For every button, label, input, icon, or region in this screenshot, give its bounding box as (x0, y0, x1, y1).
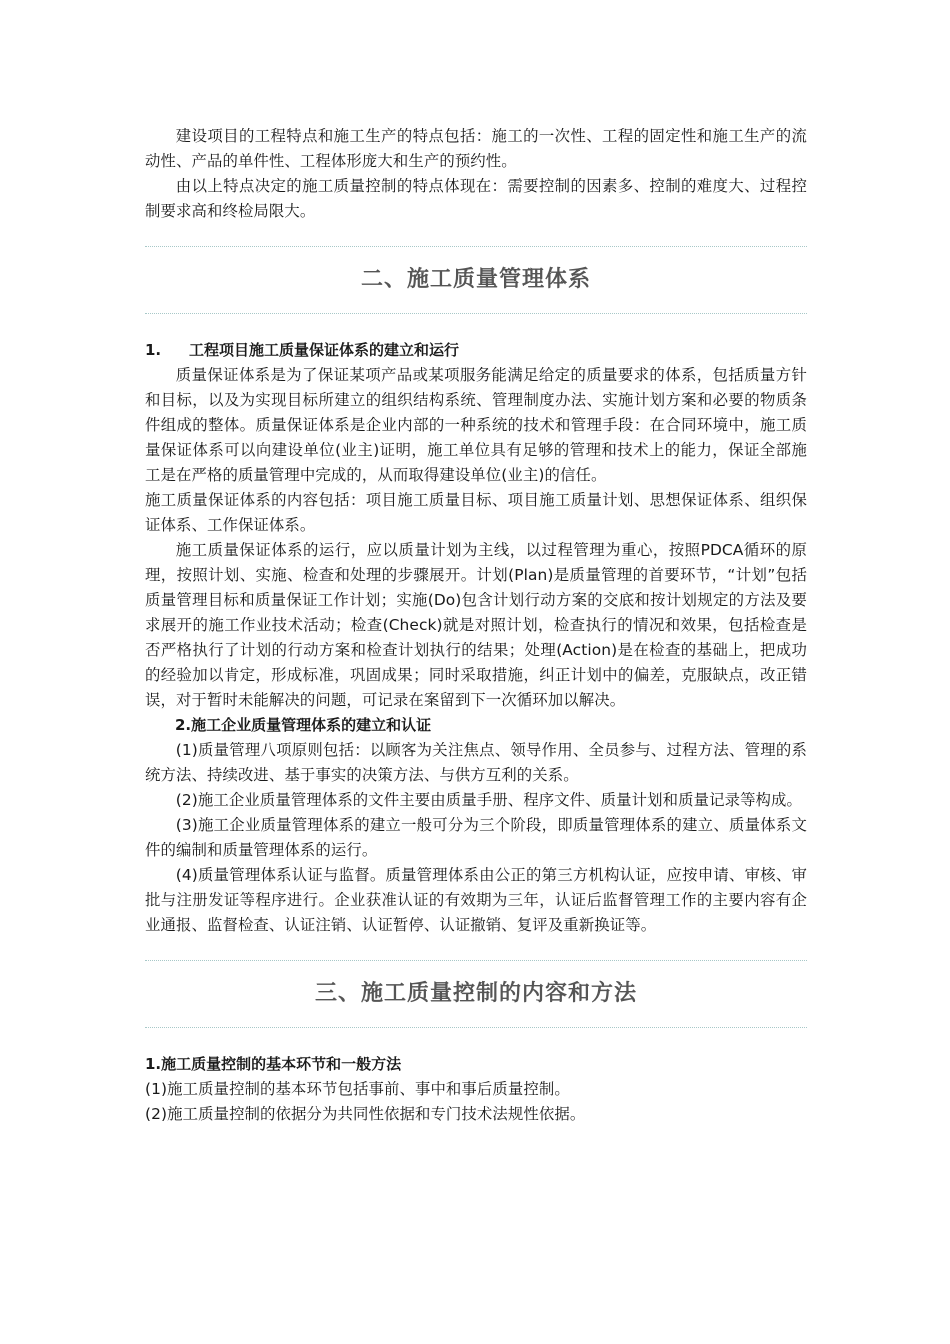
body-paragraph: (1)质量管理八项原则包括：以顾客为关注焦点、领导作用、全员参与、过程方法、管理的系统方法、持续改进、基于事实的决策方法、与供方互利的关系。 (145, 741, 807, 784)
subheading-title: 工程项目施工质量保证体系的建立和运行 (189, 341, 460, 359)
body-paragraph: (2)施工质量控制的依据分为共同性依据和专门技术法规性依据。 (145, 1105, 586, 1123)
document-page (145, 124, 807, 1127)
body-paragraph: 施工质量保证体系的内容包括：项目施工质量目标、项目施工质量计划、思想保证体系、组织保证体系、工作保证体系。 (145, 491, 807, 534)
body-paragraph: (4)质量管理体系认证与监督。质量管理体系由公正的第三方机构认证，应按申请、审核、审批与注册发证等程序进行。企业获准认证的有效期为三年，认证后监督管理工作的主要内容有企业通报、监督检查、认证注销、认证暂停、认证撤销、复评及重新换证等。 (145, 866, 807, 934)
subheading-3-1 (145, 1052, 807, 1077)
subheading-2-2 (145, 713, 807, 738)
subheading-2-1 (145, 338, 807, 363)
subheading-title: 施工企业质量管理体系的建立和认证 (191, 716, 432, 734)
section-title-2: 二、施工质量管理体系 (360, 267, 591, 292)
subheading-title: 施工质量控制的基本环节和一般方法 (161, 1055, 402, 1073)
intro-paragraph-1: 建设项目的工程特点和施工生产的特点包括：施工的一次性、工程的固定性和施工生产的流动性、产品的单件性、工程体形庞大和生产的预约性。 (145, 127, 807, 170)
body-paragraph: 质量保证体系是为了保证某项产品或某项服务能满足给定的质量要求的体系，包括质量方针和目标，以及为实现目标所建立的组织结构系统、管理制度办法、实施计划方案和必要的物质条件组成的整体。质量保证体系是企业内部的一种系统的技术和管理手段：在合同环境中，施工质量保证体系可以向建设单位(业主)证明，施工单位具有足够的管理和技术上的能力，保证全部施工是在严格的质量管理中完成的，从而取得建设单位(业主)的信任。 (145, 366, 807, 484)
section-title-3: 三、施工质量控制的内容和方法 (314, 981, 637, 1006)
body-paragraph: (1)施工质量控制的基本环节包括事前、事中和事后质量控制。 (145, 1080, 570, 1098)
subheading-number: 1. (145, 1055, 162, 1073)
intro-paragraph-2: 由以上特点决定的施工质量控制的特点体现在：需要控制的因素多、控制的难度大、过程控制要求高和终检局限大。 (145, 177, 807, 220)
subheading-number: 2. (175, 716, 192, 734)
body-paragraph: (3)施工企业质量管理体系的建立一般可分为三个阶段，即质量管理体系的建立、质量体系文件的编制和质量管理体系的运行。 (145, 816, 807, 859)
subheading-number: 1. (145, 341, 162, 359)
body-paragraph: 施工质量保证体系的运行，应以质量计划为主线，以过程管理为重心，按照PDCA循环的原理，按照计划、实施、检查和处理的步骤展开。计划(Plan)是质量管理的首要环节，“计划”包括质量管理目标和质量保证工作计划；实施(Do)包含计划行动方案的交底和按计划规定的方法及要求展开的施工作业技术活动；检查(Check)就是对照计划，检查执行的情况和效果，包括检查是否严格执行了计划的行动方案和检查计划执行的结果；处理(Action)是在检查的基础上，把成功的经验加以肯定，形成标准，巩固成果；同时采取措施，纠正计划中的偏差，克服缺点，改正错误，对于暂时未能解决的问题，可记录在案留到下一次循环加以解决。 (145, 541, 807, 709)
body-paragraph: (2)施工企业质量管理体系的文件主要由质量手册、程序文件、质量计划和质量记录等构成。 (175, 791, 803, 809)
